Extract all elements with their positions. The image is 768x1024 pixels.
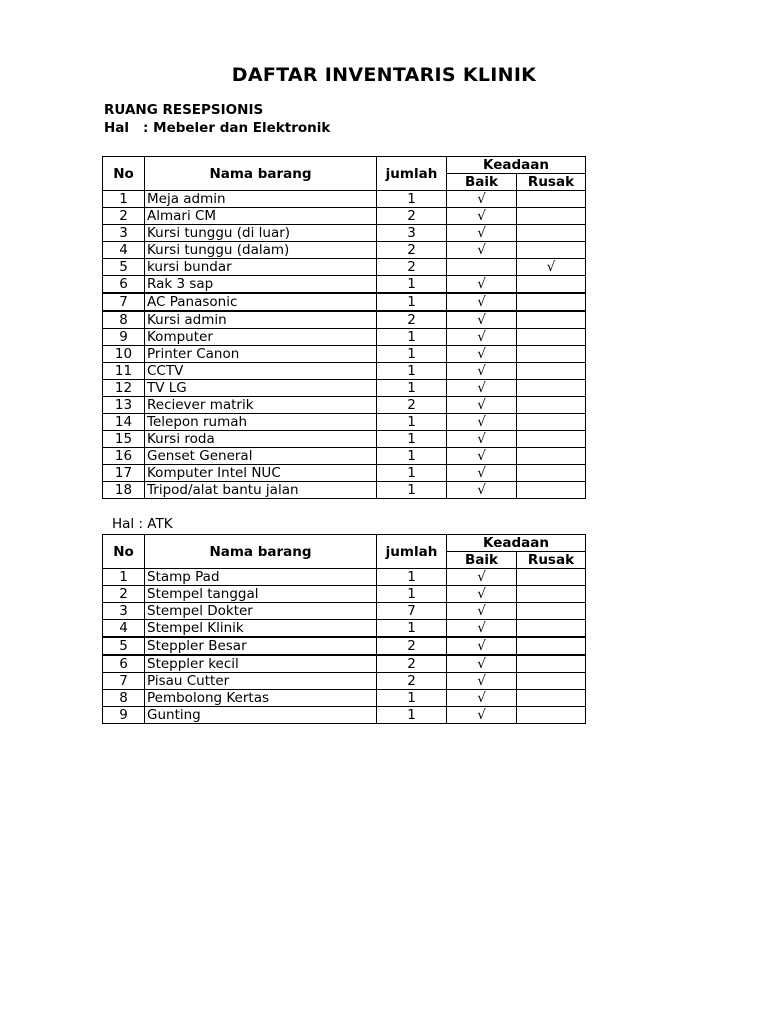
table-row (103, 380, 586, 397)
cell-no: 7 (103, 293, 145, 311)
table-row (103, 448, 586, 465)
cell-good: √ (447, 448, 517, 465)
cell-name: Komputer Intel NUC (145, 465, 377, 482)
table-row (103, 259, 586, 276)
cell-no: 16 (103, 448, 145, 465)
cell-good: √ (447, 276, 517, 294)
cell-good: √ (447, 673, 517, 690)
table-row (103, 431, 586, 448)
table-row (103, 225, 586, 242)
cell-good: √ (447, 690, 517, 707)
inventory-table-atk (102, 534, 586, 724)
cell-name: Kursi tunggu (di luar) (145, 225, 377, 242)
cell-broken (517, 707, 586, 724)
cell-qty: 1 (377, 191, 447, 208)
cell-no: 14 (103, 414, 145, 431)
cell-name: Komputer (145, 329, 377, 346)
cell-name: Rak 3 sap (145, 276, 377, 294)
cell-no: 2 (103, 586, 145, 603)
table-row (103, 397, 586, 414)
table-row (103, 242, 586, 259)
cell-no: 3 (103, 603, 145, 620)
cell-name: TV LG (145, 380, 377, 397)
cell-name: Stempel Klinik (145, 620, 377, 638)
cell-broken (517, 363, 586, 380)
cell-name: Printer Canon (145, 346, 377, 363)
table-row (103, 311, 586, 329)
header-broken: Rusak (517, 174, 586, 191)
header-qty: jumlah (377, 157, 447, 191)
cell-qty: 2 (377, 673, 447, 690)
cell-qty: 1 (377, 569, 447, 586)
cell-broken (517, 620, 586, 638)
cell-good: √ (447, 620, 517, 638)
cell-name: Almari CM (145, 208, 377, 225)
cell-broken (517, 293, 586, 311)
cell-broken (517, 276, 586, 294)
cell-good: √ (447, 482, 517, 499)
cell-qty: 1 (377, 346, 447, 363)
cell-good: √ (447, 380, 517, 397)
table-row (103, 465, 586, 482)
cell-no: 4 (103, 620, 145, 638)
cell-name: Steppler kecil (145, 655, 377, 673)
cell-name: Gunting (145, 707, 377, 724)
table-row (103, 191, 586, 208)
cell-broken (517, 191, 586, 208)
cell-name: Genset General (145, 448, 377, 465)
cell-qty: 1 (377, 329, 447, 346)
cell-broken: √ (517, 259, 586, 276)
header-no: No (103, 157, 145, 191)
cell-qty: 1 (377, 293, 447, 311)
cell-broken (517, 569, 586, 586)
cell-qty: 1 (377, 276, 447, 294)
table-row (103, 346, 586, 363)
table-row (103, 414, 586, 431)
cell-good: √ (447, 242, 517, 259)
header-broken: Rusak (517, 552, 586, 569)
header-condition: Keadaan (447, 157, 586, 174)
cell-name: Stempel tanggal (145, 586, 377, 603)
cell-good (447, 259, 517, 276)
cell-qty: 1 (377, 586, 447, 603)
cell-no: 7 (103, 673, 145, 690)
cell-broken (517, 414, 586, 431)
cell-name: Pembolong Kertas (145, 690, 377, 707)
cell-good: √ (447, 397, 517, 414)
cell-name: Tripod/alat bantu jalan (145, 482, 377, 499)
room-label: RUANG RESEPSIONIS (104, 102, 264, 118)
cell-no: 17 (103, 465, 145, 482)
cell-good: √ (447, 329, 517, 346)
cell-name: AC Panasonic (145, 293, 377, 311)
header-no: No (103, 535, 145, 569)
cell-good: √ (447, 225, 517, 242)
cell-broken (517, 603, 586, 620)
cell-broken (517, 465, 586, 482)
cell-good: √ (447, 603, 517, 620)
section2-label: Hal : ATK (112, 516, 173, 532)
cell-broken (517, 655, 586, 673)
cell-good: √ (447, 414, 517, 431)
inventory-table-furniture-electronics (102, 156, 586, 499)
cell-good: √ (447, 465, 517, 482)
cell-no: 4 (103, 242, 145, 259)
table-row (103, 673, 586, 690)
cell-broken (517, 208, 586, 225)
cell-qty: 1 (377, 380, 447, 397)
table-row (103, 363, 586, 380)
cell-name: Meja admin (145, 191, 377, 208)
cell-no: 9 (103, 707, 145, 724)
cell-no: 15 (103, 431, 145, 448)
table-body (103, 569, 586, 724)
cell-no: 13 (103, 397, 145, 414)
cell-good: √ (447, 363, 517, 380)
table-body (103, 191, 586, 499)
table-row (103, 482, 586, 499)
table-row (103, 690, 586, 707)
cell-good: √ (447, 191, 517, 208)
table-row (103, 569, 586, 586)
cell-no: 6 (103, 655, 145, 673)
cell-broken (517, 397, 586, 414)
cell-broken (517, 673, 586, 690)
cell-no: 11 (103, 363, 145, 380)
cell-name: CCTV (145, 363, 377, 380)
cell-good: √ (447, 346, 517, 363)
cell-name: Telepon rumah (145, 414, 377, 431)
cell-qty: 1 (377, 414, 447, 431)
table-row (103, 208, 586, 225)
cell-qty: 2 (377, 208, 447, 225)
cell-qty: 2 (377, 242, 447, 259)
cell-qty: 7 (377, 603, 447, 620)
header-good: Baik (447, 174, 517, 191)
cell-broken (517, 448, 586, 465)
table-row (103, 276, 586, 294)
cell-no: 6 (103, 276, 145, 294)
cell-qty: 3 (377, 225, 447, 242)
header-name: Nama barang (145, 157, 377, 191)
cell-no: 5 (103, 637, 145, 655)
cell-good: √ (447, 655, 517, 673)
hal-value: : Mebeler dan Elektronik (143, 120, 331, 136)
cell-no: 18 (103, 482, 145, 499)
cell-good: √ (447, 208, 517, 225)
cell-broken (517, 311, 586, 329)
table-row (103, 655, 586, 673)
cell-broken (517, 380, 586, 397)
cell-broken (517, 346, 586, 363)
cell-good: √ (447, 707, 517, 724)
cell-qty: 1 (377, 465, 447, 482)
hal-label: Hal (104, 120, 130, 136)
header-name: Nama barang (145, 535, 377, 569)
cell-name: Kursi roda (145, 431, 377, 448)
cell-no: 12 (103, 380, 145, 397)
cell-no: 10 (103, 346, 145, 363)
cell-qty: 1 (377, 482, 447, 499)
cell-broken (517, 431, 586, 448)
cell-broken (517, 329, 586, 346)
cell-qty: 2 (377, 397, 447, 414)
cell-broken (517, 690, 586, 707)
cell-no: 9 (103, 329, 145, 346)
table-row (103, 637, 586, 655)
cell-qty: 2 (377, 655, 447, 673)
table-row (103, 707, 586, 724)
cell-name: Pisau Cutter (145, 673, 377, 690)
cell-name: Steppler Besar (145, 637, 377, 655)
cell-qty: 1 (377, 690, 447, 707)
page-title: DAFTAR INVENTARIS KLINIK (231, 64, 537, 86)
cell-no: 2 (103, 208, 145, 225)
cell-name: Kursi admin (145, 311, 377, 329)
cell-good: √ (447, 311, 517, 329)
cell-qty: 1 (377, 363, 447, 380)
table-row (103, 603, 586, 620)
cell-no: 1 (103, 191, 145, 208)
header-qty: jumlah (377, 535, 447, 569)
cell-broken (517, 637, 586, 655)
cell-qty: 1 (377, 707, 447, 724)
cell-broken (517, 242, 586, 259)
cell-broken (517, 225, 586, 242)
cell-no: 1 (103, 569, 145, 586)
cell-broken (517, 482, 586, 499)
cell-name: Stempel Dokter (145, 603, 377, 620)
cell-no: 8 (103, 690, 145, 707)
cell-good: √ (447, 431, 517, 448)
cell-qty: 1 (377, 620, 447, 638)
cell-no: 3 (103, 225, 145, 242)
cell-name: kursi bundar (145, 259, 377, 276)
cell-good: √ (447, 569, 517, 586)
cell-name: Reciever matrik (145, 397, 377, 414)
cell-qty: 2 (377, 311, 447, 329)
cell-broken (517, 586, 586, 603)
cell-qty: 2 (377, 259, 447, 276)
cell-qty: 1 (377, 448, 447, 465)
cell-no: 5 (103, 259, 145, 276)
table-row (103, 293, 586, 311)
table-row (103, 620, 586, 638)
table-row (103, 329, 586, 346)
cell-good: √ (447, 586, 517, 603)
category-line (104, 120, 330, 136)
cell-no: 8 (103, 311, 145, 329)
cell-qty: 1 (377, 431, 447, 448)
header-good: Baik (447, 552, 517, 569)
table-row (103, 586, 586, 603)
cell-good: √ (447, 293, 517, 311)
cell-qty: 2 (377, 637, 447, 655)
cell-name: Kursi tunggu (dalam) (145, 242, 377, 259)
cell-good: √ (447, 637, 517, 655)
header-condition: Keadaan (447, 535, 586, 552)
cell-name: Stamp Pad (145, 569, 377, 586)
